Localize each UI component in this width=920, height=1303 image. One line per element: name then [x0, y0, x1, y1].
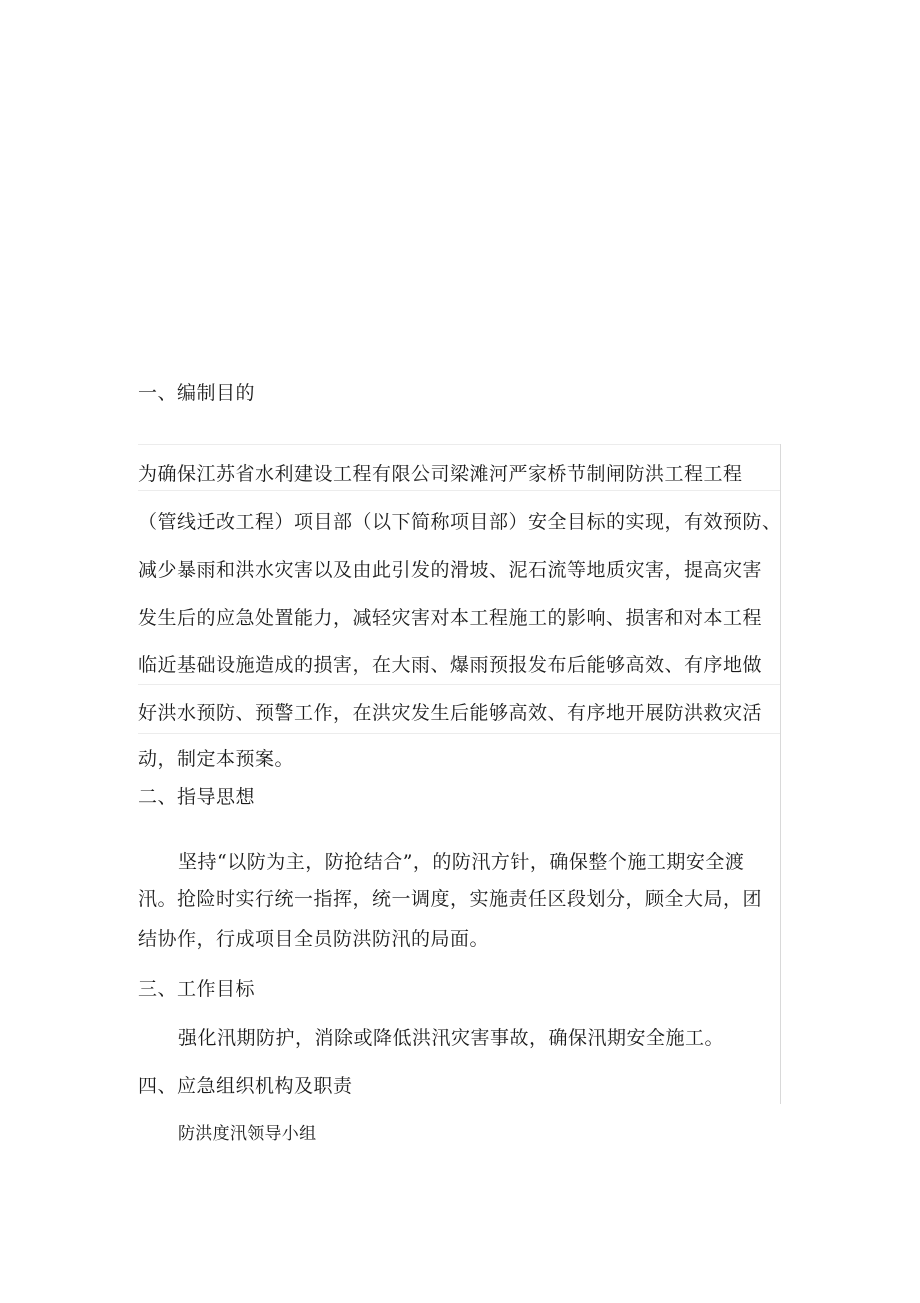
section-heading-work-goals: 三、工作目标 — [138, 978, 256, 1000]
table-rule — [138, 490, 780, 491]
paragraph-line: 为确保江苏省水利建设工程有限公司梁滩河严家桥节制闸防洪工程工程 — [138, 463, 743, 485]
paragraph-line: 坚持“以防为主，防抢结合”，的防汛方针，确保整个施工期安全渡 — [178, 851, 745, 873]
paragraph-line: 好洪水预防、预警工作，在洪灾发生后能够高效、有序地开展防洪救灾活 — [138, 702, 763, 724]
paragraph-line: 临近基础设施造成的损害，在大雨、爆雨预报发布后能够高效、有序地做 — [138, 654, 763, 676]
table-border-right — [780, 444, 781, 1104]
paragraph-line: 结协作，行成项目全员防洪防汛的局面。 — [138, 928, 490, 950]
table-rule — [138, 684, 780, 685]
section-heading-emergency-organization: 四、应急组织机构及职责 — [138, 1075, 353, 1097]
subheading-flood-leadership-group: 防洪度汛领导小组 — [178, 1124, 317, 1144]
table-rule — [138, 733, 780, 734]
section-heading-guiding-ideology: 二、指导思想 — [138, 786, 256, 808]
paragraph-line: 强化汛期防护，消除或降低洪汛灾害事故，确保汛期安全施工。 — [178, 1027, 725, 1049]
paragraph-line: 动，制定本预案。 — [138, 748, 295, 770]
section-heading-purpose: 一、编制目的 — [138, 382, 256, 404]
paragraph-line: 发生后的应急处置能力，减轻灾害对本工程施工的影响、损害和对本工程 — [138, 607, 763, 629]
paragraph-line: 减少暴雨和洪水灾害以及由此引发的滑坡、泥石流等地质灾害，提高灾害 — [138, 559, 763, 581]
paragraph-line: （管线迁改工程）项目部（以下简称项目部）安全目标的实现，有效预防、 — [138, 511, 782, 533]
paragraph-line: 汛。抢险时实行统一指挥，统一调度，实施责任区段划分，顾全大局，团 — [138, 888, 763, 910]
table-border-top — [138, 444, 780, 445]
